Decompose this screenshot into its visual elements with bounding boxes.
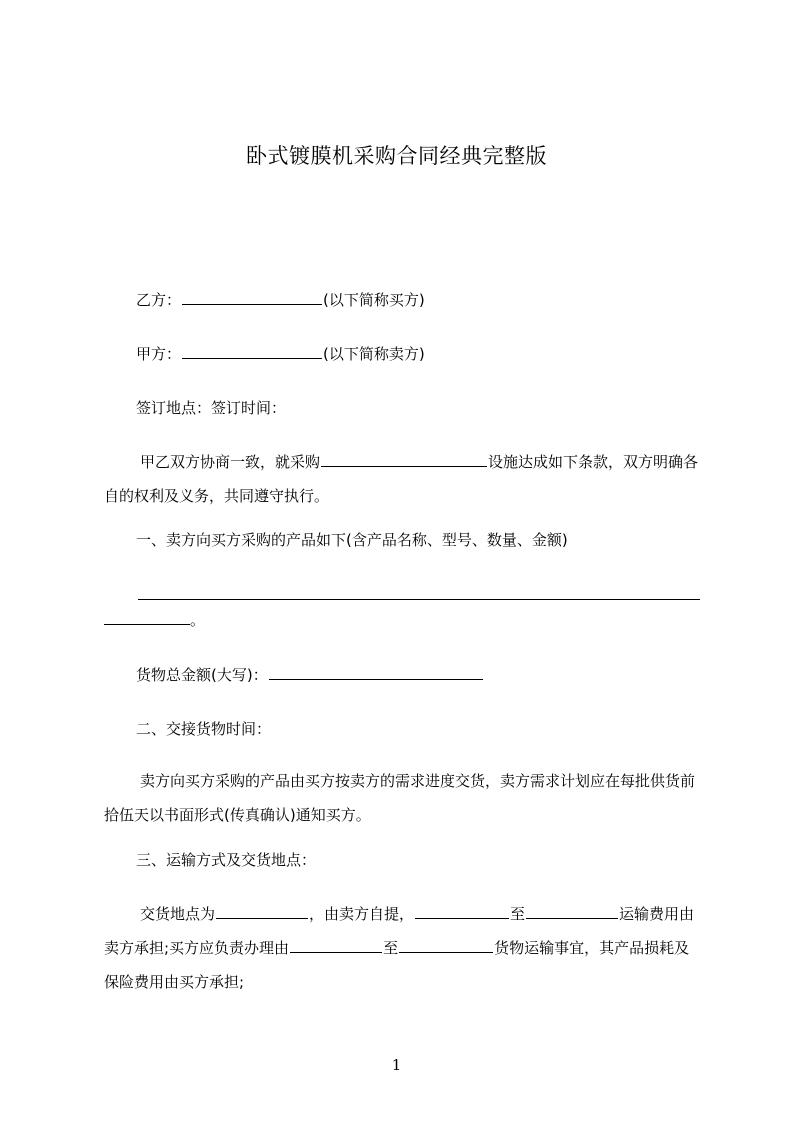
- route-from-blank: [415, 904, 509, 919]
- product-blank-line-2: [104, 609, 205, 631]
- sign-info: 签订地点：签订时间：: [136, 399, 287, 417]
- route-to-label: 至: [510, 905, 526, 923]
- intro-product-blank: [321, 452, 487, 467]
- section3-heading: 三、运输方式及交货地点：: [136, 851, 317, 869]
- intro-part1: 甲乙双方协商一致，就采购: [140, 453, 321, 471]
- document-title: 卧式镀膜机采购合同经典完整版: [246, 144, 547, 168]
- product-blank-tail: [104, 610, 190, 625]
- section2-body: 卖方向买方采购的产品由买方按卖方的需求进度交货，卖方需求计划应在每批供货前拾伍天以书面形式(传真确认)通知买方。: [104, 772, 696, 824]
- freight-text: 运输费用由卖方承担;买方应负责办理由: [104, 905, 695, 957]
- section2-heading: 二、交接货物时间：: [136, 720, 272, 738]
- party-a-suffix: (以下简称卖方): [323, 345, 425, 363]
- transport-to-blank: [399, 938, 493, 953]
- product-blank-line-1: [138, 599, 700, 600]
- loss-insurance-text: 货物运输事宜，其产品损耗及保险费用由买方承担;: [104, 939, 690, 991]
- party-a-line: [136, 343, 425, 365]
- total-amount-blank: [269, 665, 483, 680]
- product-line-end: 。: [190, 611, 206, 629]
- section1-heading: 一、卖方向买方采购的产品如下(含产品名称、型号、数量、金额): [136, 531, 568, 549]
- section3-body: [104, 897, 702, 999]
- intro-part2: 设施达成如下条款，双方明确各自的权利及义务，共同遵守执行。: [104, 453, 699, 505]
- total-amount-line: [136, 664, 484, 686]
- transport-to-label: 至: [383, 939, 399, 957]
- delivery-place-blank: [216, 904, 308, 919]
- party-b-suffix: (以下简称买方): [323, 291, 425, 309]
- self-pickup-text: ，由卖方自提，: [309, 905, 415, 923]
- route-to-blank: [526, 904, 618, 919]
- intro-paragraph: [104, 445, 702, 513]
- party-a-blank: [182, 344, 322, 359]
- page-number: 1: [391, 1056, 402, 1074]
- party-b-line: [136, 289, 425, 311]
- transport-from-blank: [290, 938, 382, 953]
- total-amount-label: 货物总金额(大写)：: [136, 666, 268, 684]
- delivery-place-label: 交货地点为: [140, 905, 216, 923]
- party-b-blank: [182, 290, 322, 305]
- party-a-label: 甲方：: [136, 345, 182, 363]
- party-b-label: 乙方：: [136, 291, 182, 309]
